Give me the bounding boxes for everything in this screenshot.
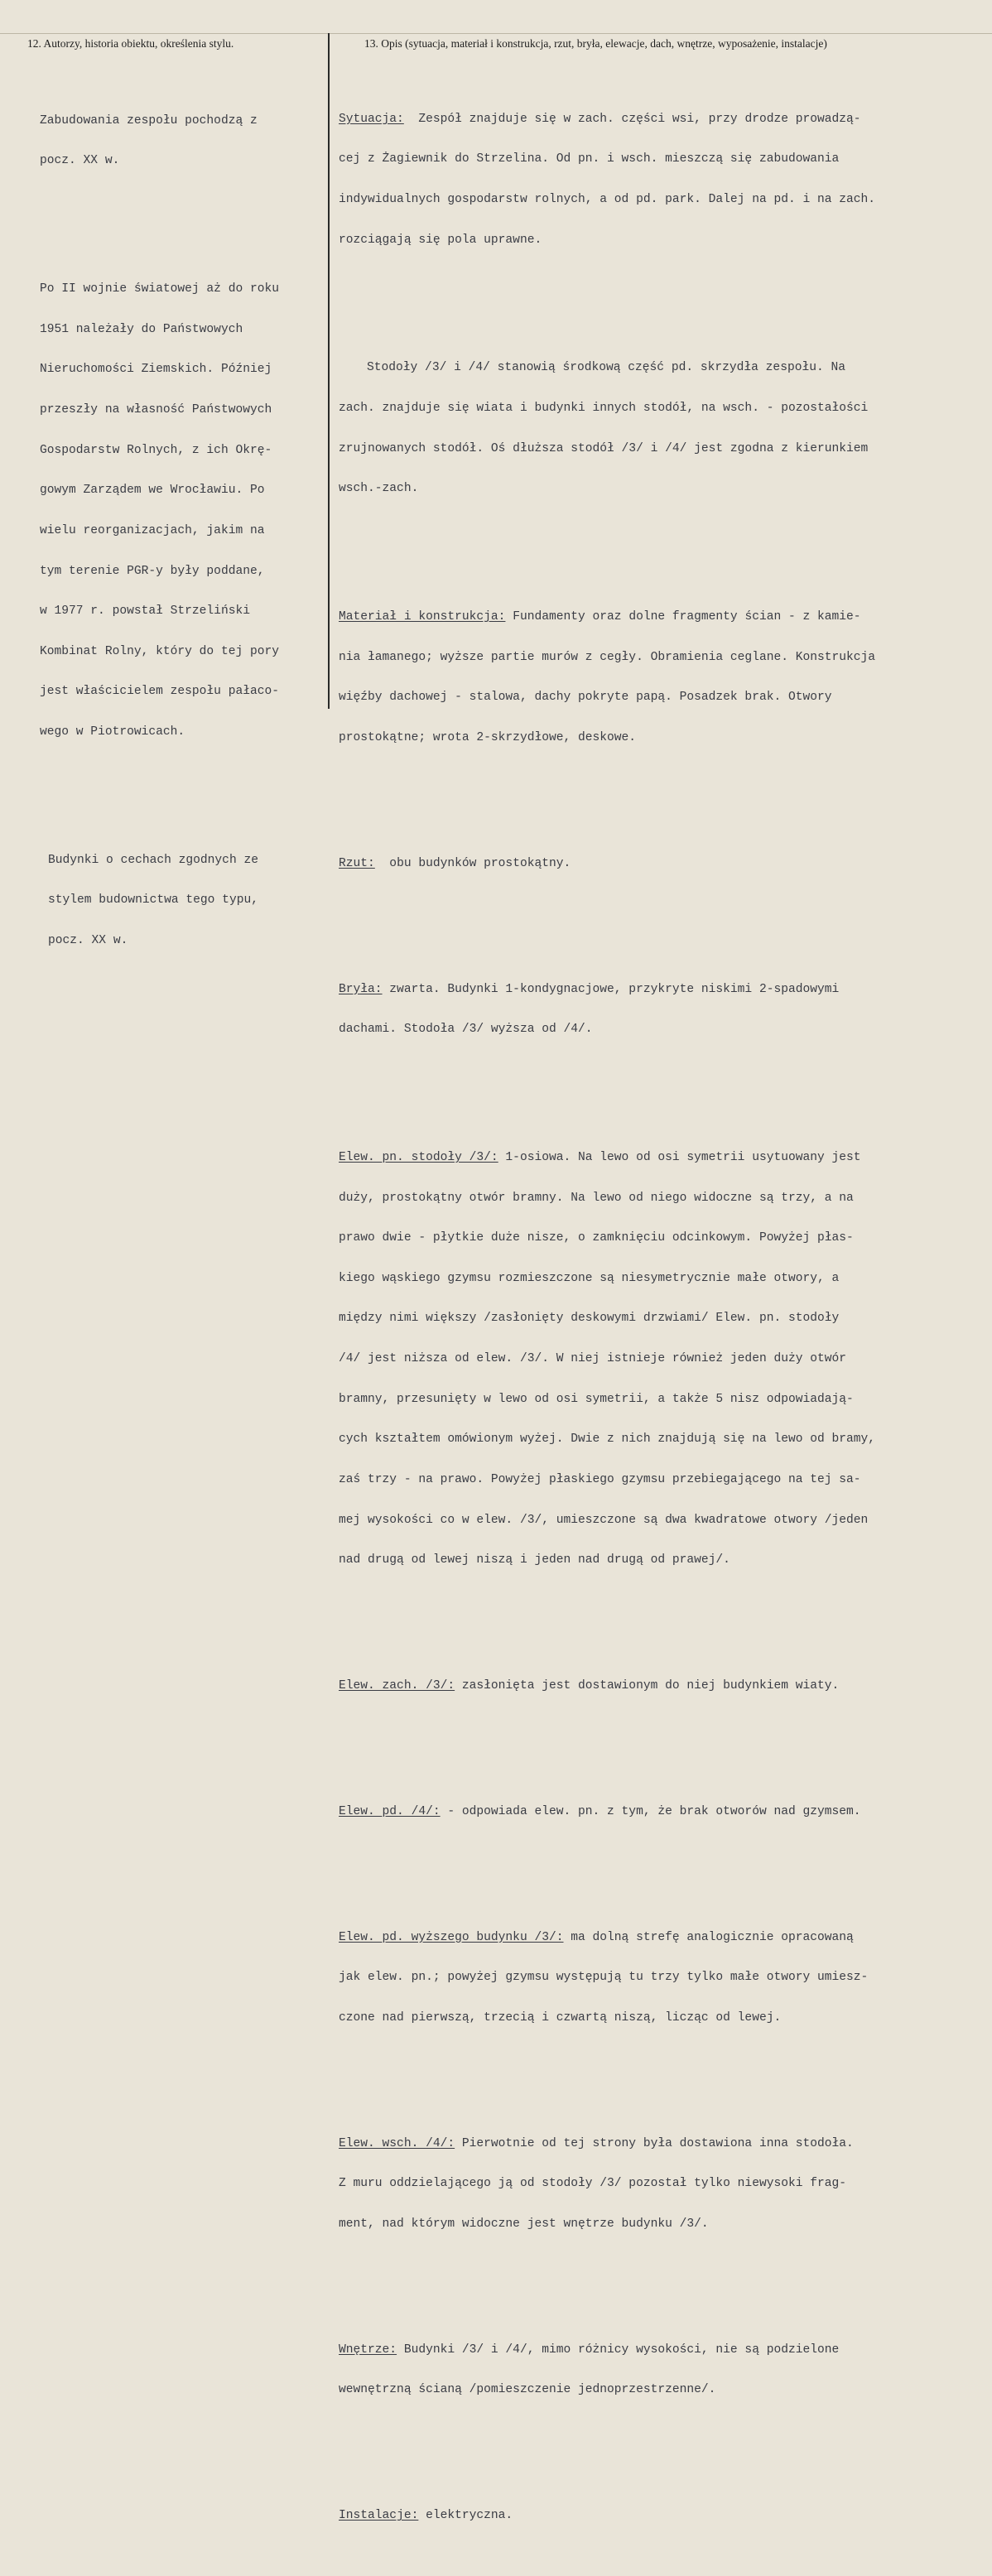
text-span: Pierwotnie od tej strony była dostawiona inna stodoła.: [455, 2136, 854, 2150]
text-span: Budynki /3/ i /4/, mimo różnicy wysokości, nie są podzielone: [397, 2342, 840, 2357]
material-label: Materiał i konstrukcja:: [339, 610, 506, 624]
history-paragraph-2: [40, 256, 321, 766]
text-line: pocz. XX w.: [40, 154, 120, 168]
text-line: tym terenie PGR-y były poddane,: [40, 564, 265, 578]
elew-pn-paragraph: [339, 1124, 989, 1594]
text-line: zaś trzy - na prawo. Powyżej płaskiego gzymsu przebiegającego na tej sa-: [339, 1472, 861, 1486]
text-line: /4/ jest niższa od elew. /3/. W niej istnieje również jeden duży otwór: [339, 1352, 847, 1366]
text-line: Stodoły /3/ i /4/ stanowią środkową część pd. skrzydła zespołu. Na: [367, 361, 846, 375]
text-line: cej z Żagiewnik do Strzelina. Od pn. i wsch. mieszczą się zabudowania: [339, 152, 840, 166]
text-line: [339, 610, 989, 624]
text-line: mej wysokości co w elew. /3/, umieszczone są dwa kwadratowe otwory /jeden: [339, 1513, 869, 1527]
text-span: ma dolną strefę analogicznie opracowaną: [563, 1930, 854, 1944]
material-paragraph: [339, 584, 989, 772]
elew-wsch-label: Elew. wsch. /4/:: [339, 2136, 455, 2150]
text-span: Fundamenty oraz dolne fragmenty ścian - z kamie-: [505, 610, 861, 624]
text-line: prawo dwie - płytkie duże nisze, o zamknięciu odcinkowym. Powyżej płas-: [339, 1231, 854, 1245]
text-line: Kombinat Rolny, który do tej pory: [40, 644, 280, 658]
text-line: [339, 113, 989, 126]
text-line: zrujnowanych stodół. Oś dłuższa stodół /3/ i /4/ jest zgodna z kierunkiem: [339, 441, 869, 455]
elew-pd-wyzszego-paragraph: [339, 1904, 989, 2051]
rzut-paragraph: [339, 830, 989, 897]
bryla-label: Bryła:: [339, 982, 383, 996]
text-line: Zabudowania zespołu pochodzą z: [40, 113, 258, 128]
text-line: kiego wąskiego gzymsu rozmieszczone są niesymetrycznie małe otwory, a: [339, 1271, 840, 1285]
text-line: pocz. XX w.: [48, 934, 128, 947]
text-span: - odpowiada elew. pn. z tym, że brak otworów nad gzymsem.: [440, 1804, 861, 1818]
text-line: rozciągają się pola uprawne.: [339, 233, 542, 247]
sytuacja-label: Sytuacja:: [339, 112, 404, 126]
wnetrze-label: Wnętrze:: [339, 2342, 397, 2357]
instalacje-label: Instalacje:: [339, 2509, 419, 2523]
text-line: duży, prostokątny otwór bramny. Na lewo od niego widoczne są trzy, a na: [339, 1191, 854, 1205]
text-line: w 1977 r. powstał Strzeliński: [40, 604, 250, 619]
text-line: wsch.-zach.: [339, 482, 419, 496]
text-line: Po II wojnie światowej aż do roku: [40, 282, 280, 296]
text-line: jak elew. pn.; powyżej gzymsu występują tu trzy tylko małe otwory umiesz-: [339, 1971, 869, 1985]
instalacje-paragraph: [339, 2482, 989, 2550]
elew-pn-label: Elew. pn. stodoły /3/:: [339, 1151, 498, 1165]
text-line: [339, 1931, 989, 1944]
text-line: ment, nad którym widoczne jest wnętrze budynku /3/.: [339, 2217, 709, 2231]
text-line: Nieruchomości Ziemskich. Później: [40, 363, 272, 377]
text-line: Gospodarstw Rolnych, z ich Okrę-: [40, 443, 272, 457]
text-line: [339, 1151, 989, 1164]
text-line: nia łamanego; wyższe partie murów z cegły. Obramienia ceglane. Konstrukcja: [339, 650, 876, 664]
text-line: czone nad pierwszą, trzecią i czwartą niszą, licząc od lewej.: [339, 2010, 782, 2025]
elew-pd-wyzszego-label: Elew. pd. wyższego budynku /3/:: [339, 1930, 564, 1944]
text-line: gowym Zarządem we Wrocławiu. Po: [40, 484, 265, 498]
history-paragraph-3: [40, 826, 321, 974]
text-line: więźby dachowej - stalowa, dachy pokryte papą. Posadzek brak. Otwory: [339, 691, 832, 705]
history-paragraph-1: [40, 87, 321, 195]
text-line: Z muru oddzielającego ją od stodoły /3/ pozostał tylko niewysoki frag-: [339, 2177, 847, 2191]
text-line: wewnętrzną ścianą /pomieszczenie jednoprzestrzenne/.: [339, 2383, 716, 2397]
text-line: między nimi większy /zasłonięty deskowymi drzwiami/ Elew. pn. stodoły: [339, 1312, 840, 1326]
text-line: nad drugą od lewej niszą i jeden nad drugą od prawej/.: [339, 1553, 730, 1567]
text-span: 1-osiowa. Na lewo od osi symetrii usytuowany jest: [498, 1151, 861, 1165]
text-line: Budynki o cechach zgodnych ze: [48, 853, 258, 867]
elew-wsch-paragraph: [339, 2110, 989, 2257]
text-line: [339, 2509, 989, 2522]
text-line: przeszły na własność Państwowych: [40, 403, 272, 417]
text-span: Zespół znajduje się w zach. części wsi, przy drodze prowadzą-: [403, 112, 861, 126]
stodoly-paragraph: [339, 335, 989, 522]
elew-pd-label: Elew. pd. /4/:: [339, 1804, 441, 1818]
text-line: indywidualnych gospodarstw rolnych, a od pd. park. Dalej na pd. i na zach.: [339, 193, 876, 207]
elew-zach-paragraph: [339, 1653, 989, 1720]
text-line: [339, 857, 989, 870]
column-divider: [328, 33, 330, 709]
text-span: elektryczna.: [418, 2509, 513, 2523]
text-span: zasłonięta jest dostawionym do niej budynkiem wiaty.: [455, 1678, 840, 1692]
left-column-text: [40, 60, 321, 1001]
wnetrze-paragraph: [339, 2316, 989, 2424]
rzut-label: Rzut:: [339, 856, 375, 870]
right-column-text: [339, 59, 989, 2576]
bryla-paragraph: [339, 956, 989, 1063]
elew-zach-label: Elew. zach. /3/:: [339, 1678, 455, 1692]
text-line: stylem budownictwa tego typu,: [48, 893, 258, 908]
text-line: [339, 2137, 989, 2150]
text-line: [339, 2343, 989, 2357]
text-line: [339, 1679, 989, 1692]
top-rule: [0, 33, 992, 34]
text-line: wego w Piotrowicach.: [40, 725, 185, 739]
text-span: obu budynków prostokątny.: [374, 856, 571, 870]
section-12-header: 12. Autorzy, historia obiektu, określenia stylu.: [27, 37, 234, 50]
elew-pd-paragraph: [339, 1778, 989, 1845]
text-line: jest właścicielem zespołu pałaco-: [40, 685, 280, 699]
text-line: dachami. Stodoła /3/ wyższa od /4/.: [339, 1023, 593, 1037]
sytuacja-paragraph: [339, 85, 989, 273]
text-line: bramny, przesunięty w lewo od osi symetrii, a także 5 nisz odpowiadają-: [339, 1392, 854, 1406]
text-span: zwarta. Budynki 1-kondygnacjowe, przykryte niskimi 2-spadowymi: [382, 982, 840, 996]
text-line: [339, 983, 989, 996]
text-line: zach. znajduje się wiata i budynki innych stodół, na wsch. - pozostałości: [339, 402, 869, 416]
text-line: wielu reorganizacjach, jakim na: [40, 523, 265, 537]
section-13-header: 13. Opis (sytuacja, materiał i konstrukcja, rzut, bryła, elewacje, dach, wnętrze, wyposażenie, instalacje): [364, 37, 827, 50]
text-line: 1951 należały do Państwowych: [40, 322, 243, 336]
text-line: [339, 1805, 989, 1818]
text-line: cych kształtem omówionym wyżej. Dwie z nich znajdują się na lewo od bramy,: [339, 1432, 876, 1447]
text-line: prostokątne; wrota 2-skrzydłowe, deskowe.: [339, 730, 637, 744]
